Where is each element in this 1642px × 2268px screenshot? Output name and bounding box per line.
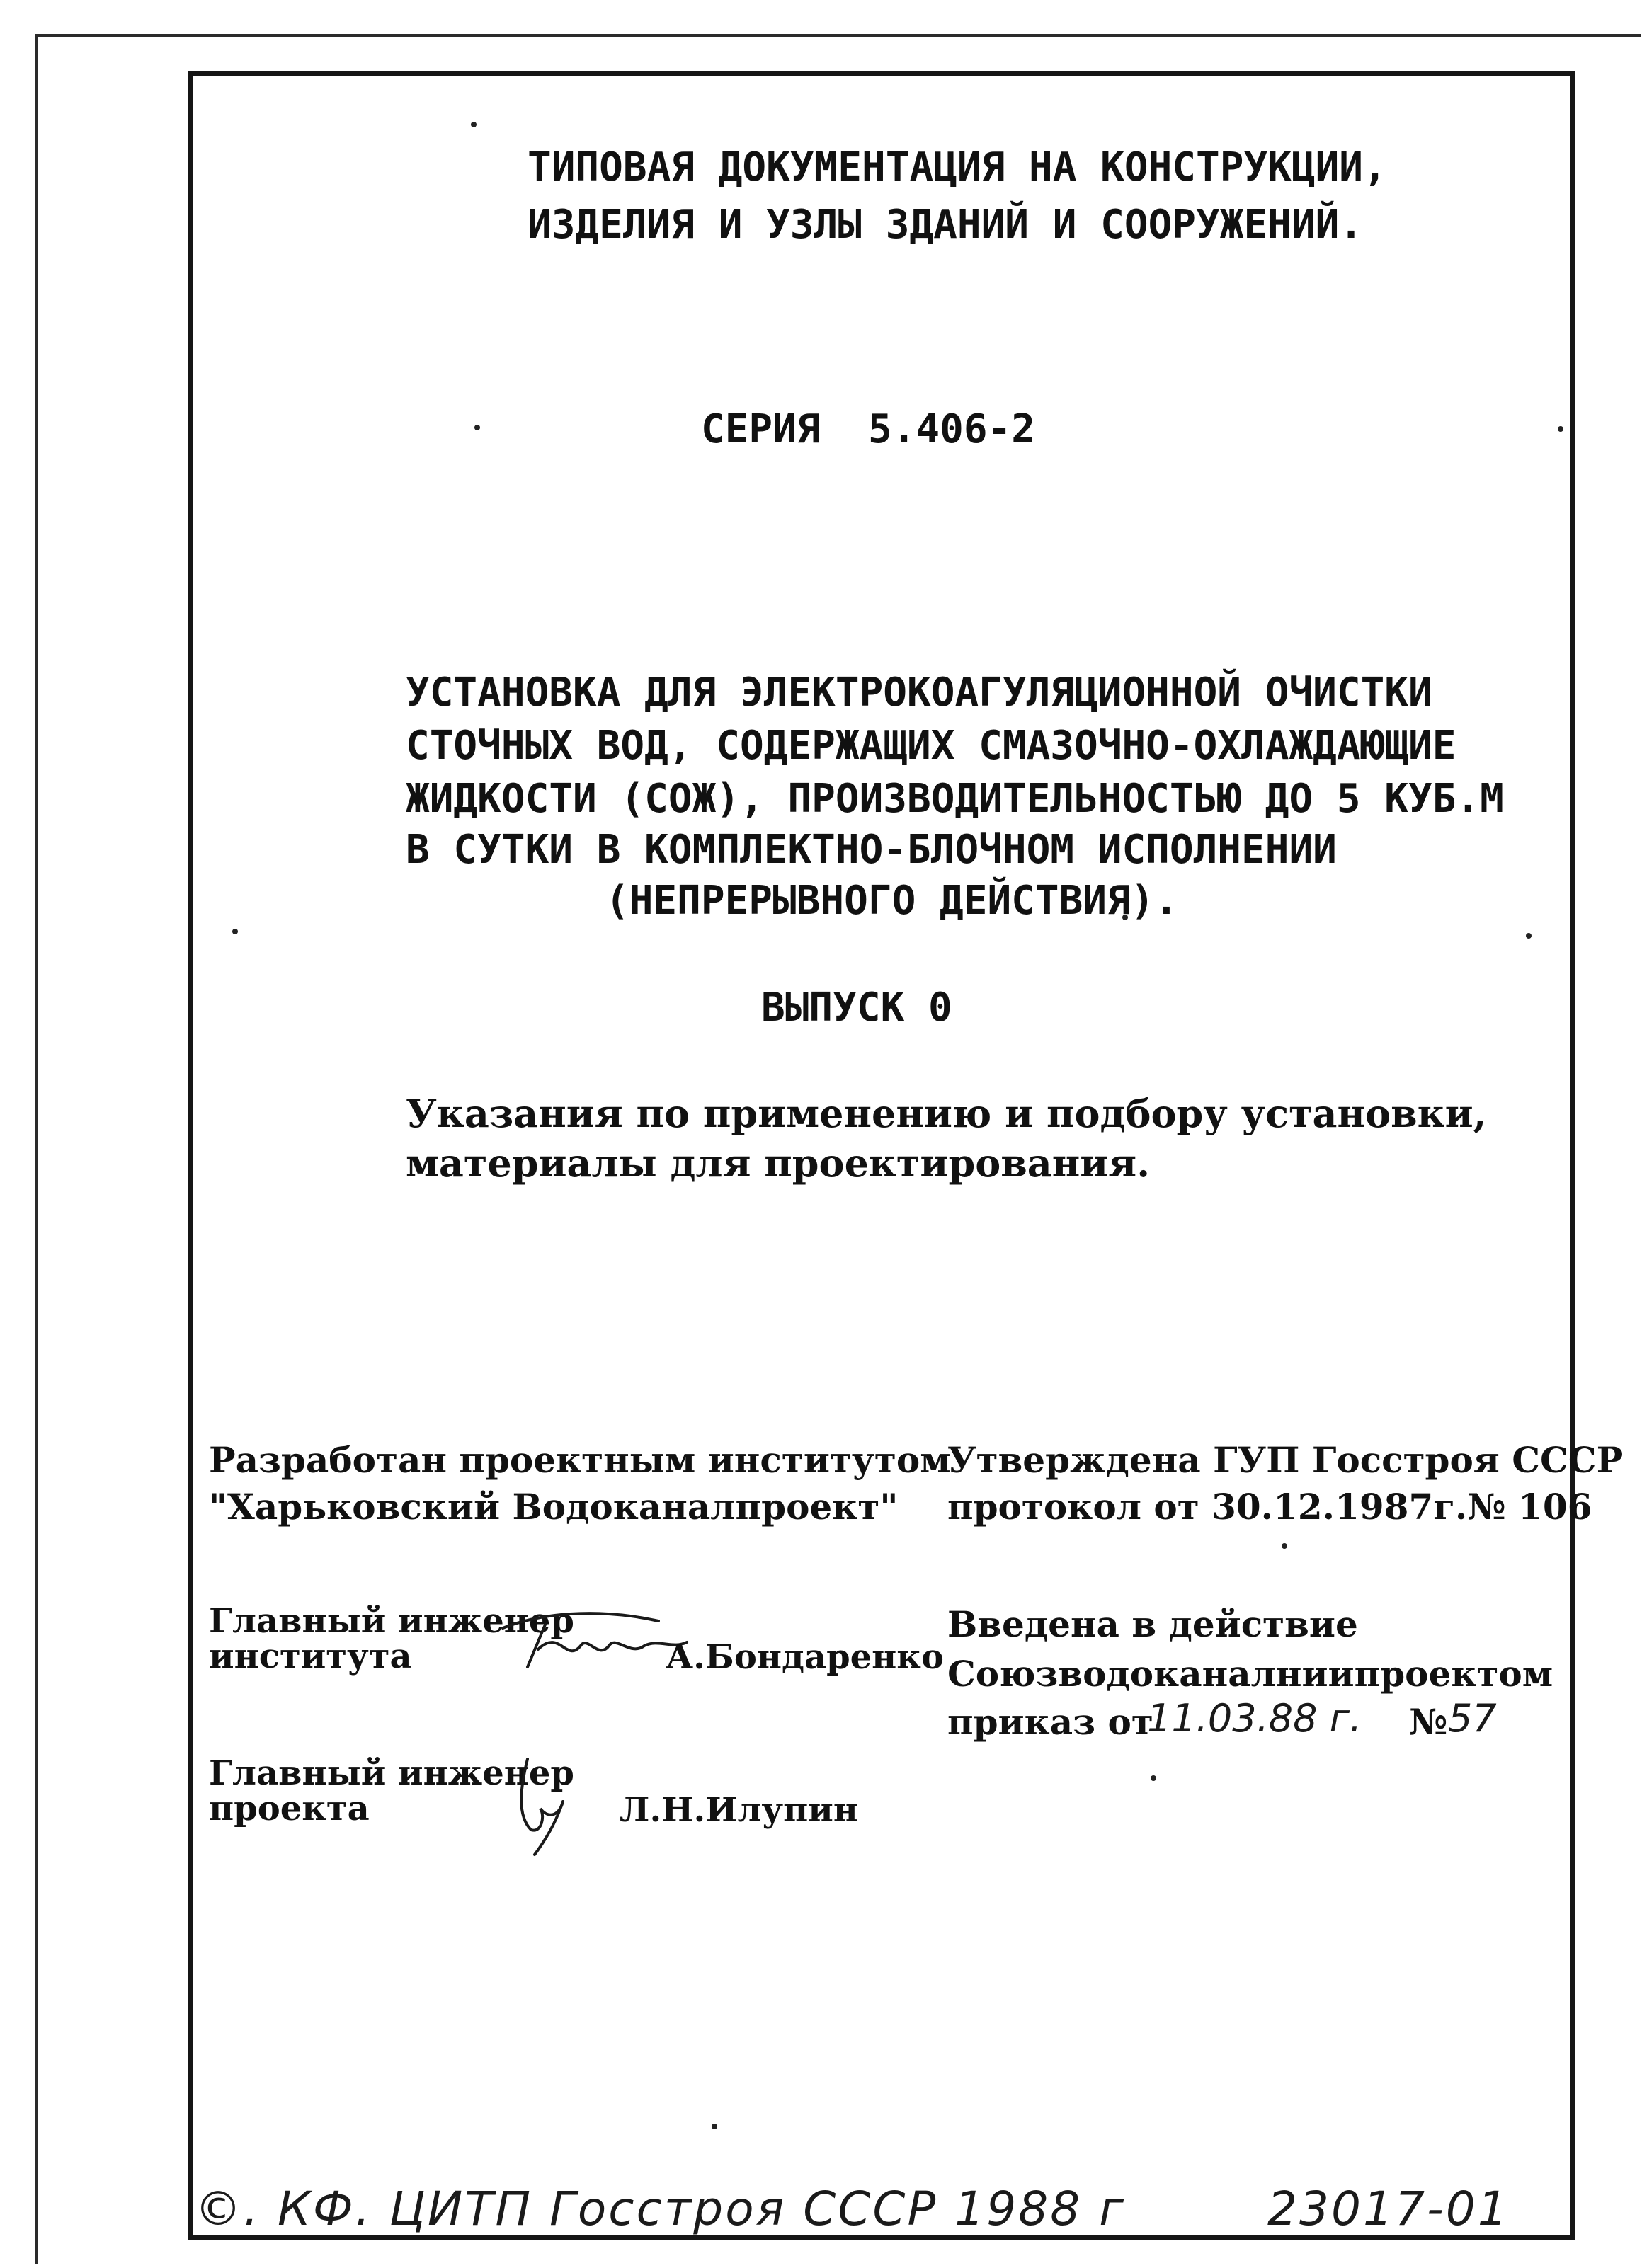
- footer-doc-number: 23017-01: [1267, 2182, 1510, 2236]
- title-line-2: СТОЧНЫХ ВОД, СОДЕРЖАЩИХ СМАЗОЧНО-ОХЛАЖДАЮЩИЕ: [406, 723, 1456, 769]
- approval-line-1: Утверждена ГУП Госстроя СССР: [947, 1439, 1624, 1481]
- signature-ilupin-icon: [506, 1752, 591, 1858]
- header-line-1: ТИПОВАЯ ДОКУМЕНТАЦИЯ НА КОНСТРУКЦИИ,: [528, 144, 1387, 190]
- footer-copyright: ©. КФ. ЦИТП Госстроя СССР 1988 г: [195, 2182, 1126, 2236]
- instructions-line-2: материалы для проектирования.: [406, 1140, 1150, 1186]
- enactment-order-date: 11.03.88 г.: [1147, 1696, 1362, 1741]
- speck: [1526, 933, 1532, 939]
- chief-engineer-institute-name: А.Бондаренко: [666, 1637, 944, 1677]
- speck: [1282, 1543, 1287, 1549]
- chief-engineer-project-label-2: проекта: [209, 1789, 370, 1828]
- header-line-2: ИЗДЕЛИЯ И УЗЛЫ ЗДАНИЙ И СООРУЖЕНИЙ.: [528, 202, 1364, 248]
- speck: [1558, 426, 1563, 432]
- speck: [474, 425, 480, 430]
- series-label: СЕРИЯ 5.406-2: [701, 406, 1036, 452]
- speck: [471, 122, 477, 127]
- enactment-order-number-prefix: №: [1409, 1701, 1448, 1743]
- title-line-4: В СУТКИ В КОМПЛЕКТНО-БЛОЧНОМ ИСПОЛНЕНИИ: [406, 827, 1337, 873]
- chief-engineer-project-label-1: Главный инженер: [209, 1753, 574, 1793]
- issue-label: ВЫПУСК 0: [761, 985, 952, 1031]
- speck: [232, 929, 238, 934]
- enactment-line-1: Введена в действие: [947, 1603, 1358, 1645]
- instructions-line-1: Указания по применению и подбору установки,: [406, 1091, 1487, 1136]
- outer-border-left: [35, 34, 38, 2264]
- enactment-line-2: Союзводоканалниипроектом: [947, 1653, 1553, 1695]
- outer-border-top: [37, 34, 1641, 37]
- title-line-3: ЖИДКОСТИ (СОЖ), ПРОИЗВОДИТЕЛЬНОСТЬЮ ДО 5 КУБ.М: [406, 776, 1504, 822]
- title-line-1: УСТАНОВКА ДЛЯ ЭЛЕКТРОКОАГУЛЯЦИОННОЙ ОЧИСТКИ: [406, 670, 1432, 716]
- enactment-order-number: 57: [1448, 1696, 1497, 1741]
- developer-line-1: Разработан проектным институтом: [209, 1439, 951, 1481]
- chief-engineer-institute-label-2: института: [209, 1637, 412, 1676]
- title-line-5: (НЕПРЕРЫВНОГО ДЕЙСТВИЯ).: [605, 878, 1179, 924]
- enactment-order-prefix: приказ от: [947, 1701, 1153, 1743]
- approval-line-2: протокол от 30.12.1987г.№ 106: [947, 1486, 1592, 1528]
- chief-engineer-institute-label-1: Главный инженер: [209, 1601, 574, 1641]
- speck: [712, 2124, 717, 2129]
- chief-engineer-project-name: Л.Н.Илупин: [620, 1790, 859, 1830]
- speck: [1151, 1775, 1156, 1781]
- developer-line-2: "Харьковский Водоканалпроект": [209, 1486, 899, 1528]
